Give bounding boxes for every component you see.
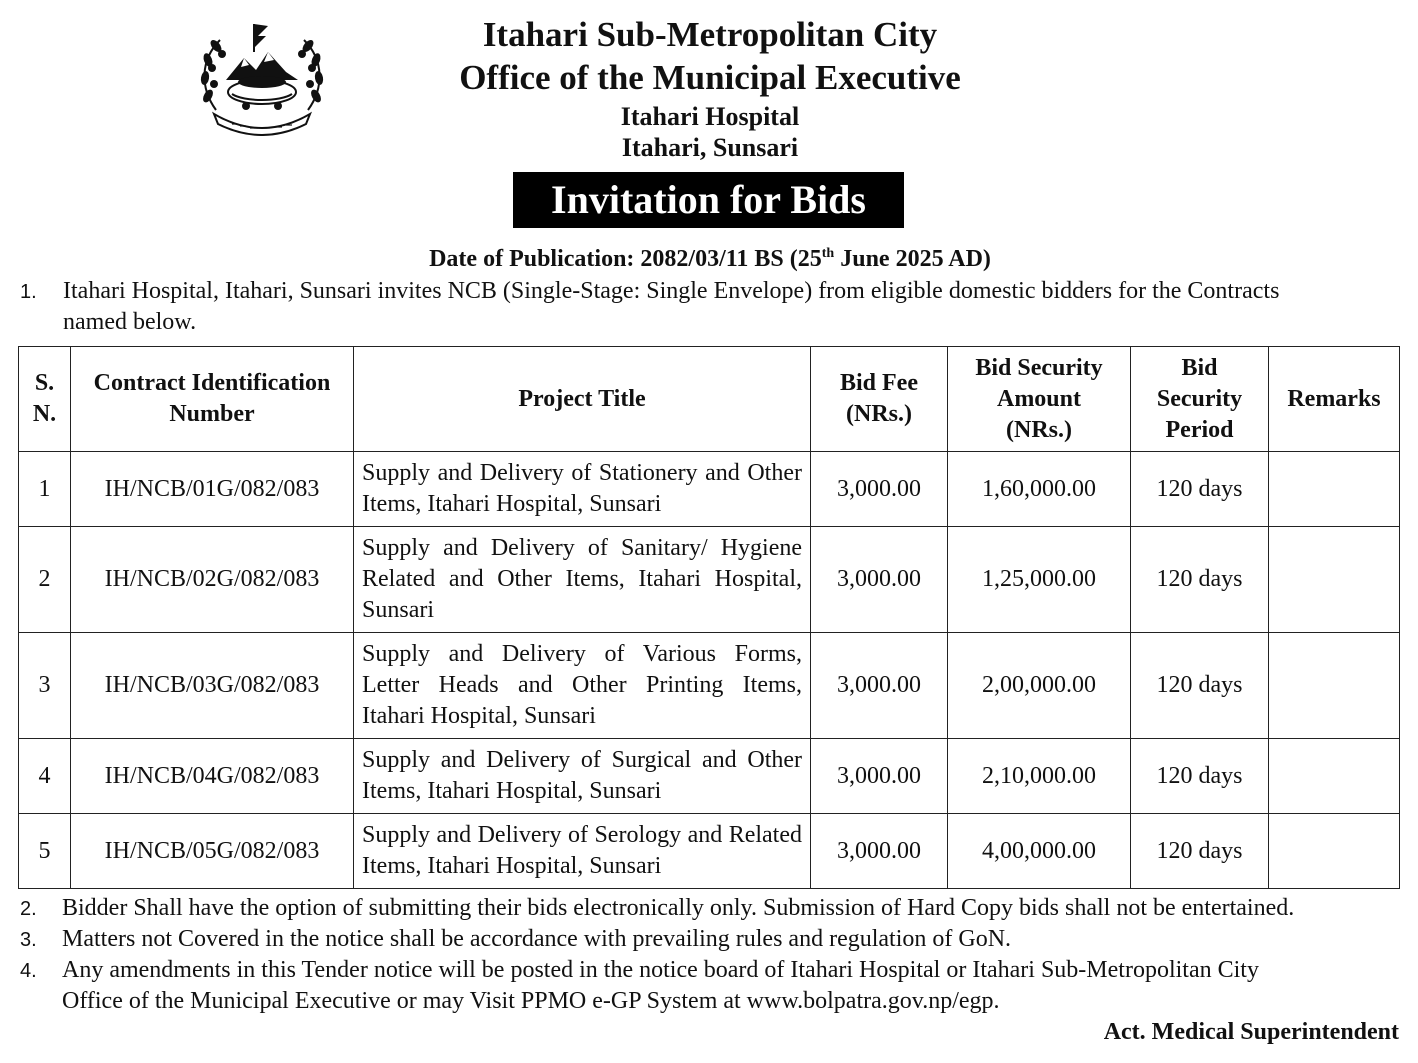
cell-bid-fee: 3,000.00 [811, 739, 948, 814]
cell-security-amount: 2,00,000.00 [948, 633, 1131, 739]
cell-security-amount: 1,25,000.00 [948, 527, 1131, 633]
cell-contract-id: IH/NCB/04G/082/083 [71, 739, 354, 814]
note-3-text: Matters not Covered in the notice shall be accordance with prevailing rules and regulation of GoN. [62, 926, 1012, 952]
publication-date [300, 239, 1120, 274]
cell-sn: 5 [19, 814, 71, 889]
header-bid-security-period: Bid Security Period [1131, 347, 1269, 452]
bid-table [18, 346, 1400, 889]
cell-remarks [1269, 452, 1400, 527]
publication-date-label: Date of Publication: 2082/03/11 BS (25 [429, 246, 822, 272]
intro-line-1: Itahari Hospital, Itahari, Sunsari invites NCB (Single-Stage: Single Envelope) from eligible domestic bidders for the Contracts [63, 278, 1280, 304]
header-bid-security-amount: Bid Security Amount (NRs.) [948, 347, 1131, 452]
cell-remarks [1269, 633, 1400, 739]
hospital-name: Itahari Hospital [620, 102, 800, 131]
header-project-title: Project Title [354, 347, 811, 452]
cell-security-period: 120 days [1131, 814, 1269, 889]
cell-security-amount: 1,60,000.00 [948, 452, 1131, 527]
cell-remarks [1269, 527, 1400, 633]
cell-security-period: 120 days [1131, 739, 1269, 814]
cell-project-title: Supply and Delivery of Various Forms, Letter Heads and Other Printing Items, Itahari Hospital, Sunsari [354, 633, 811, 739]
note-4-line-1: Any amendments in this Tender notice will be posted in the notice board of Itahari Hospital or Itahari Sub-Metropolitan City [62, 957, 1259, 983]
cell-security-period: 120 days [1131, 527, 1269, 633]
note-number: 2. [20, 898, 37, 920]
cell-contract-id: IH/NCB/03G/082/083 [71, 633, 354, 739]
cell-project-title: Supply and Delivery of Stationery and Other Items, Itahari Hospital, Sunsari [354, 452, 811, 527]
table-row [19, 527, 1400, 633]
table-row [19, 452, 1400, 527]
municipality-name: Itahari Sub-Metropolitan City [482, 15, 938, 54]
cell-bid-fee: 3,000.00 [811, 452, 948, 527]
notice-title-banner: Invitation for Bids [513, 172, 904, 228]
office-name: Office of the Municipal Executive [459, 58, 961, 97]
table-row [19, 814, 1400, 889]
header-bid-fee: Bid Fee (NRs.) [811, 347, 948, 452]
cell-security-period: 120 days [1131, 633, 1269, 739]
table-header-row [19, 347, 1400, 452]
header-sn: S. N. [19, 347, 71, 452]
note-2-text: Bidder Shall have the option of submitting their bids electronically only. Submission of Hard Copy bids shall not be entertained. [62, 895, 1295, 921]
table-row [19, 739, 1400, 814]
cell-security-amount: 2,10,000.00 [948, 739, 1131, 814]
header-contract-id: Contract Identification Number [71, 347, 354, 452]
cell-bid-fee: 3,000.00 [811, 633, 948, 739]
cell-bid-fee: 3,000.00 [811, 814, 948, 889]
cell-project-title: Supply and Delivery of Serology and Related Items, Itahari Hospital, Sunsari [354, 814, 811, 889]
cell-sn: 4 [19, 739, 71, 814]
intro-number: 1. [20, 281, 37, 303]
hospital-location: Itahari, Sunsari [621, 133, 799, 162]
cell-sn: 1 [19, 452, 71, 527]
cell-contract-id: IH/NCB/05G/082/083 [71, 814, 354, 889]
cell-project-title: Supply and Delivery of Sanitary/ Hygiene Related and Other Items, Itahari Hospital, Sunsari [354, 527, 811, 633]
cell-remarks [1269, 739, 1400, 814]
cell-project-title: Supply and Delivery of Surgical and Other Items, Itahari Hospital, Sunsari [354, 739, 811, 814]
publication-date-ordinal: th [821, 246, 835, 261]
publication-date-tail: June 2025 AD) [834, 246, 991, 272]
cell-sn: 2 [19, 527, 71, 633]
intro-line-2: named below. [63, 309, 197, 335]
cell-bid-fee: 3,000.00 [811, 527, 948, 633]
signatory-title: Act. Medical Superintendent [1103, 1019, 1399, 1045]
header-remarks: Remarks [1269, 347, 1400, 452]
note-number: 4. [20, 960, 37, 982]
note-number: 3. [20, 929, 37, 951]
cell-remarks [1269, 814, 1400, 889]
cell-contract-id: IH/NCB/01G/082/083 [71, 452, 354, 527]
cell-sn: 3 [19, 633, 71, 739]
cell-security-period: 120 days [1131, 452, 1269, 527]
table-row [19, 633, 1400, 739]
note-4-line-2: Office of the Municipal Executive or may Visit PPMO e-GP System at www.bolpatra.gov.np/egp. [62, 988, 1000, 1014]
cell-security-amount: 4,00,000.00 [948, 814, 1131, 889]
cell-contract-id: IH/NCB/02G/082/083 [71, 527, 354, 633]
